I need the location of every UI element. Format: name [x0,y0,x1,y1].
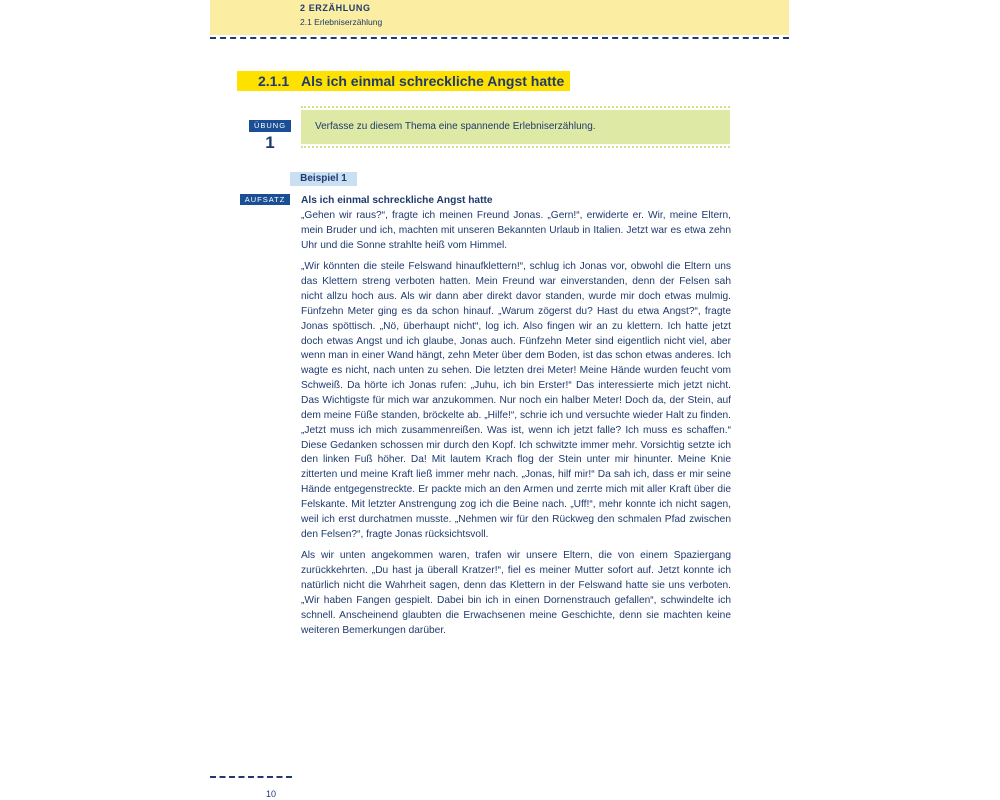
chapter-title: 2 ERZÄHLUNG [300,3,371,13]
chapter-header-band [210,0,789,35]
section-title: Als ich einmal schreckliche Angst hatte [301,73,565,89]
essay-title: Als ich einmal schreckliche Angst hatte [301,195,493,206]
exercise-border-top [301,106,730,108]
header-divider [210,37,789,39]
section-number: 2.1.1 [258,73,290,89]
page-number: 10 [266,789,277,799]
essay-paragraph: Als wir unten angekommen waren, trafen wir unsere Eltern, die von einem Spaziergang zurückkehrten. „Du hast ja überall Kratzer!“, fiel es meiner Mutter sofort auf. Jetzt konnte ich natürlich nicht die Wahrheit sagen, denn das Klettern in der Felswand hatte sie uns verboten. „Wir haben Fangen gespielt. Dabei bin ich in einen Dornenstrauch gefallen“, schwindelte ich schnell. Anscheinend glaubten die Erwachsenen meine Geschichte, denn sie machten keine weiteren Bemerkungen darüber. [301,550,731,636]
example-tag: Beispiel 1 [290,172,357,186]
essay-paragraph: „Wir könnten die steile Felswand hinaufklettern!“, schlug ich Jonas vor, obwohl die Eltern uns das Klettern streng verboten hatten. Mein Freund war einverstanden, denn der Felsen sah nicht allzu hoch aus. Als wir dann aber direkt davor standen, wurde mir doch etwas mulmig. Fünfzehn Meter ging es da schon hinauf. „Warum zögerst du? Hast du etwa Angst?“, fragte Jonas spöttisch. „Nö, überhaupt nicht“, log ich. Also fingen wir an zu klettern. Ich hatte jetzt doch etwas Angst und ich glaube, Jonas auch. Fünfzehn Meter sind eigentlich nicht viel, aber wenn man in einer Wand hängt, zehn Meter über dem Boden, ist das schon etwas anderes. Ich wagte es nicht, nach unten zu sehen. Die letzten drei Meter! Meine Hände wurden feucht vom Schweiß. Da hörte ich Jonas rufen: „Juhu, ich bin Erster!“ Das interessierte mich jetzt nicht. Das Wichtigste für mich war anzukommen. Nur noch ein halber Meter! Doch da, der Stein, auf dem meine Füße standen, bröckelte ab. „Hilfe!“, schrie ich und versuchte wieder Halt zu finden. „Jetzt muss ich mich zusammenreißen. Was ist, wenn ich jetzt falle? Ich muss es schaffen.“ Diese Gedanken schossen mir durch den Kopf. Ich schwitzte immer mehr. Vorsichtig setzte ich den linken Fuß höher. Da! Mit lautem Krach flog der Stein unter mir hinunter. Meine Knie zitterten und meine Kraft ließ immer mehr nach. „Jonas, hilf mir!“ Da sah ich, dass er mir seine Hände entgegenstreckte. Er packte mich an den Armen und zerrte mich mit aller Kraft über die Felskante. Mit letzter Anstrengung zog ich die Beine nach. „Uff!“, mehr konnte ich nicht sagen, weil ich erst durchatmen musste. „Nehmen wir für den Rückweg den schmalen Pfad zwischen den Felsen?“, fragte Jonas rücksichtsvoll. [301,261,731,540]
subchapter-title: 2.1 Erlebniserzählung [300,17,383,27]
essay-paragraph: „Gehen wir raus?“, fragte ich meinen Freund Jonas. „Gern!“, erwiderte er. Wir, meine Eltern, mein Bruder und ich, machten mit unseren Bekannten Urlaub in Italien. Jetzt war es etwa zehn Uhr und die Sonne strahlte heiß vom Himmel. [301,209,731,251]
exercise-border-bottom [301,146,730,148]
exercise-number: 1 [265,133,275,152]
footer-divider [210,776,292,778]
exercise-text: Verfasse zu diesem Thema eine spannende Erlebniserzählung. [315,121,596,132]
exercise-tag: ÜBUNG [249,120,291,132]
essay-type-tag: AUFSATZ [240,194,290,205]
essay [301,194,731,645]
